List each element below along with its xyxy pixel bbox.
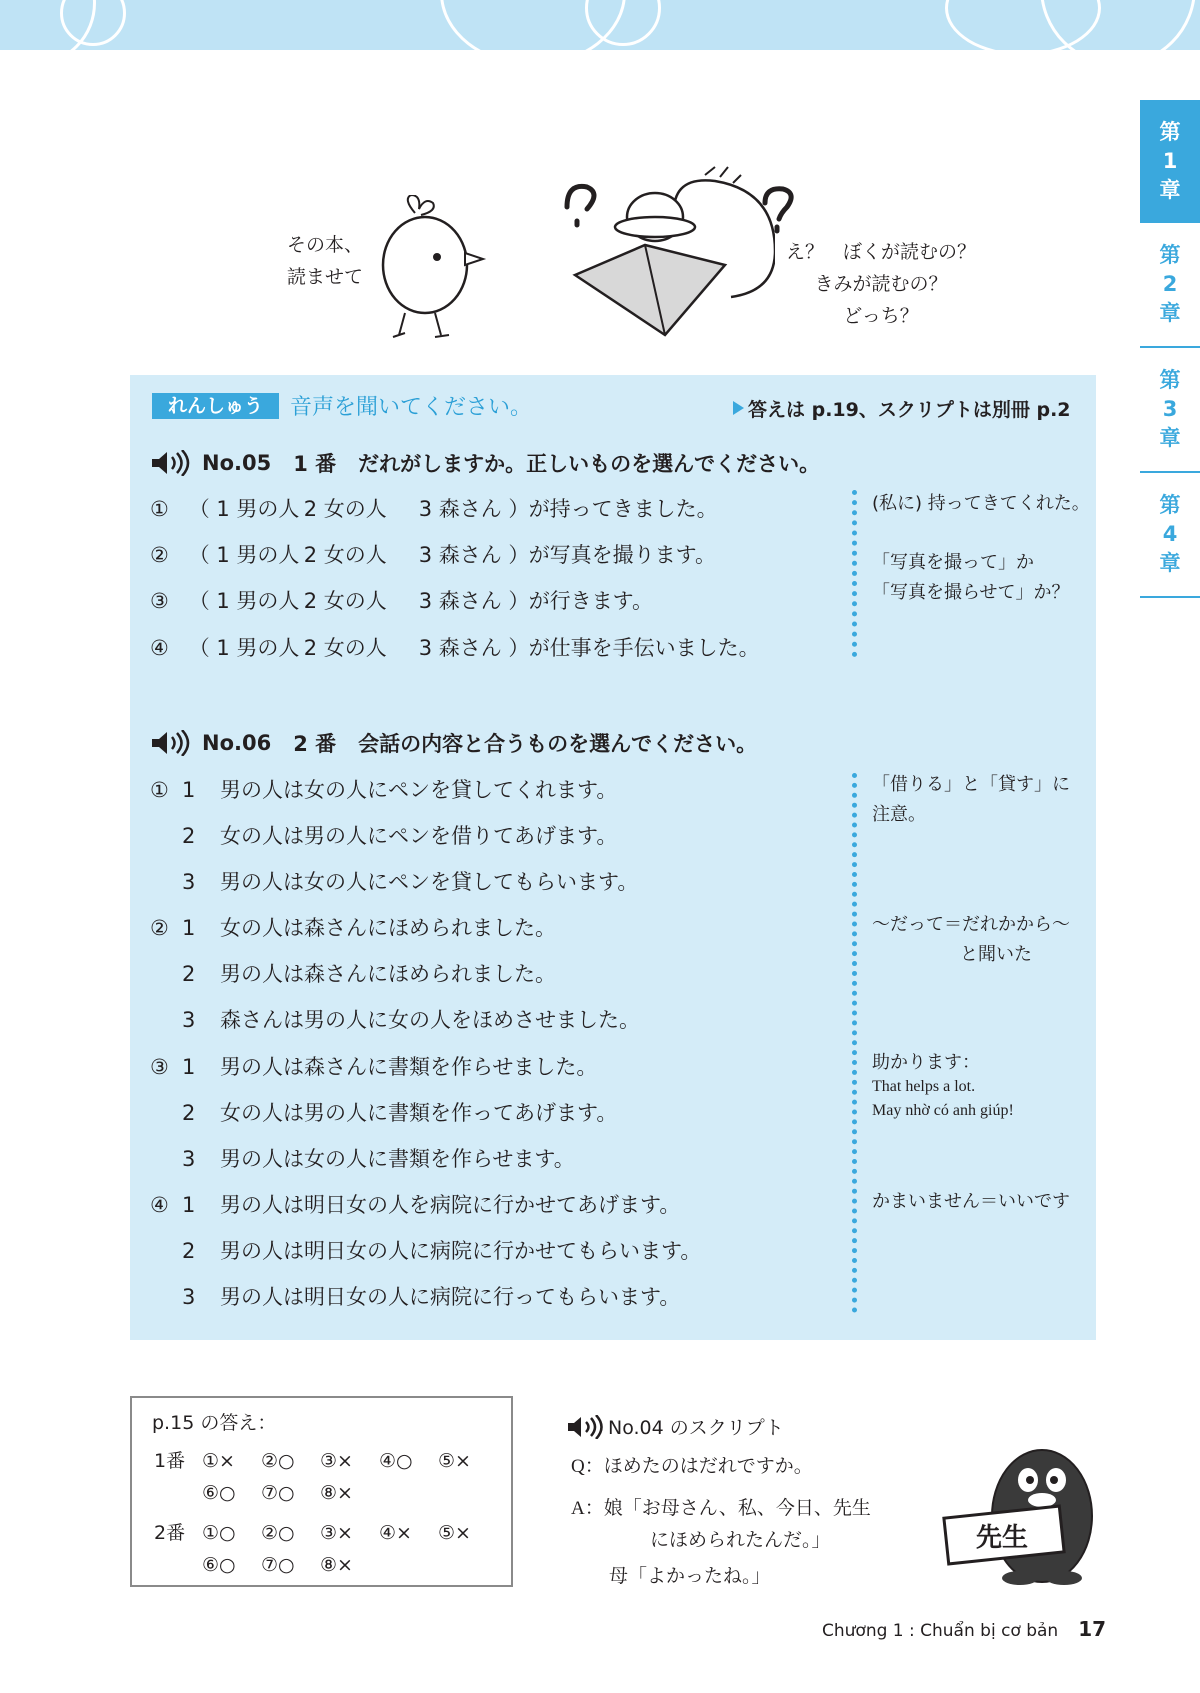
sentence-end: が行きます。 bbox=[528, 589, 654, 613]
tab-number: 4 bbox=[1162, 522, 1178, 546]
q2-item[interactable] bbox=[150, 1281, 680, 1311]
option[interactable]: 2 女の人 bbox=[303, 497, 387, 521]
q2-item[interactable] bbox=[150, 1004, 640, 1034]
option[interactable]: 2 女の人 bbox=[303, 543, 387, 567]
item-number: ① bbox=[150, 778, 169, 802]
answers-row bbox=[154, 1554, 379, 1576]
answer: ⑤× bbox=[438, 1522, 471, 1544]
choice-number: 3 bbox=[182, 1147, 196, 1171]
item-number: ① bbox=[150, 497, 169, 521]
item-number: ② bbox=[150, 543, 169, 567]
q2-item[interactable] bbox=[150, 1143, 575, 1173]
speaker-icon[interactable] bbox=[150, 450, 194, 476]
tab-label: 章 bbox=[1159, 178, 1181, 202]
q2-item[interactable] bbox=[150, 1051, 597, 1081]
item-number: ③ bbox=[150, 589, 169, 613]
option[interactable]: （ 1 男の人 bbox=[188, 589, 300, 613]
answer: ⑧× bbox=[320, 1482, 353, 1504]
answer: ②○ bbox=[261, 1450, 295, 1472]
speaker-icon[interactable] bbox=[150, 730, 194, 756]
tab-number: 3 bbox=[1162, 397, 1178, 421]
question-text: だれがしますか。正しいものを選んでください。 bbox=[358, 452, 821, 476]
option[interactable]: 3 森さん ） bbox=[418, 543, 530, 567]
tab-chapter-1[interactable] bbox=[1140, 100, 1200, 223]
speech-line: 読ませて bbox=[287, 266, 364, 288]
choice-text: 男の人は明日女の人に病院に行かせてもらいます。 bbox=[220, 1239, 702, 1263]
q2-item[interactable] bbox=[150, 1189, 680, 1219]
answers-row bbox=[154, 1446, 497, 1473]
tab-label: 第 bbox=[1159, 120, 1181, 144]
item-number: ③ bbox=[150, 1055, 169, 1079]
question-mark-icon bbox=[755, 185, 805, 235]
script-answer-line: A：娘「お母さん、私、今日、先生 bbox=[571, 1498, 871, 1519]
speech-line: その本、 bbox=[287, 234, 364, 256]
answer: ①× bbox=[202, 1450, 235, 1472]
answer: ⑤× bbox=[438, 1450, 471, 1472]
answer: ⑥○ bbox=[202, 1482, 236, 1504]
chick-illustration bbox=[365, 195, 500, 345]
q2-item[interactable] bbox=[150, 866, 638, 896]
penguin-teacher-illustration bbox=[940, 1438, 1110, 1588]
answers-label: 1番 bbox=[154, 1450, 186, 1472]
option[interactable]: 2 女の人 bbox=[303, 589, 387, 613]
q2-item[interactable] bbox=[150, 1097, 617, 1127]
tab-label: 章 bbox=[1159, 426, 1181, 450]
choice-number: 1 bbox=[182, 778, 196, 802]
q2-item[interactable] bbox=[150, 958, 556, 988]
script-block bbox=[566, 1413, 871, 1587]
answer: ③× bbox=[320, 1522, 353, 1544]
speaker-icon[interactable] bbox=[566, 1415, 608, 1439]
answer: ⑦○ bbox=[261, 1482, 295, 1504]
side-note: 注意。 bbox=[872, 804, 926, 825]
practice-title: 音声を聞いてください。 bbox=[290, 395, 533, 420]
answer-reference bbox=[733, 395, 1071, 422]
chick-speech bbox=[287, 229, 363, 293]
answer: ⑦○ bbox=[261, 1554, 295, 1576]
choice-number: 2 bbox=[182, 1239, 196, 1263]
dotted-divider bbox=[852, 490, 857, 657]
choice-number: 1 bbox=[182, 1193, 196, 1217]
option[interactable]: 3 森さん ） bbox=[418, 497, 530, 521]
sentence-end: が写真を撮ります。 bbox=[528, 543, 717, 567]
choice-text: 男の人は女の人に書類を作らせます。 bbox=[220, 1147, 575, 1171]
track-number: No.05 bbox=[202, 451, 272, 475]
chapter-tabs bbox=[1140, 100, 1200, 598]
side-note-vietnamese: May nhờ có anh giúp! bbox=[872, 1102, 1014, 1119]
answers-title: p.15 の答え： bbox=[152, 1412, 277, 1434]
choice-number: 2 bbox=[182, 824, 196, 848]
answers-row bbox=[154, 1518, 497, 1545]
item-number: ④ bbox=[150, 636, 169, 660]
choice-text: 男の人は森さんにほめられました。 bbox=[220, 962, 556, 986]
question-number: 2 番 bbox=[293, 732, 337, 756]
tab-label: 第 bbox=[1159, 243, 1181, 267]
question-number: 1 番 bbox=[293, 452, 337, 476]
choice-text: 男の人は森さんに書類を作らせました。 bbox=[220, 1055, 598, 1079]
q2-item[interactable] bbox=[150, 912, 556, 942]
page-number: 17 bbox=[1078, 1617, 1107, 1641]
q2-item[interactable] bbox=[150, 820, 617, 850]
choice-text: 森さんは男の人に女の人をほめさせました。 bbox=[220, 1008, 640, 1032]
choice-text: 男の人は女の人にペンを貸してくれます。 bbox=[220, 778, 618, 802]
choice-number: 2 bbox=[182, 1101, 196, 1125]
tab-chapter-4[interactable] bbox=[1140, 473, 1200, 598]
choice-number: 3 bbox=[182, 1008, 196, 1032]
question-text: 会話の内容と合うものを選んでください。 bbox=[358, 732, 758, 756]
choice-text: 女の人は森さんにほめられました。 bbox=[220, 916, 556, 940]
script-answer-line: にほめられたんだ。」 bbox=[650, 1530, 831, 1551]
q1-row-2 bbox=[150, 539, 716, 569]
side-note: 助かります： bbox=[872, 1052, 980, 1073]
answer: ①○ bbox=[202, 1522, 236, 1544]
choice-text: 男の人は女の人にペンを貸してもらいます。 bbox=[220, 870, 639, 894]
q2-item[interactable] bbox=[150, 774, 617, 804]
answer: ②○ bbox=[261, 1522, 295, 1544]
option[interactable]: （ 1 男の人 bbox=[188, 543, 300, 567]
side-note-english: That helps a lot. bbox=[872, 1078, 976, 1095]
side-note: 「写真を撮って」か bbox=[872, 552, 1034, 573]
tab-label: 第 bbox=[1159, 368, 1181, 392]
script-answer-line: 母「よかったね。」 bbox=[609, 1566, 771, 1587]
bird-speech bbox=[786, 236, 976, 332]
answer: ④○ bbox=[379, 1450, 413, 1472]
choice-number: 3 bbox=[182, 1285, 196, 1309]
q1-row-3 bbox=[150, 585, 653, 615]
tab-number: 1 bbox=[1162, 149, 1178, 173]
tab-label: 章 bbox=[1159, 551, 1181, 575]
tab-chapter-2[interactable] bbox=[1140, 223, 1200, 348]
side-note: ～だって＝だれかから～ bbox=[872, 914, 1070, 935]
track-number: No.06 bbox=[202, 731, 272, 755]
choice-text: 女の人は男の人に書類を作ってあげます。 bbox=[220, 1101, 618, 1125]
choice-number: 1 bbox=[182, 916, 196, 940]
side-note: (私に) 持ってきてくれた。 bbox=[872, 493, 1090, 514]
answers-row bbox=[154, 1482, 379, 1504]
tab-label: 章 bbox=[1159, 301, 1181, 325]
tab-chapter-3[interactable] bbox=[1140, 348, 1200, 473]
reference-text: 答えは p.19、スクリプトは別冊 p.2 bbox=[748, 399, 1071, 421]
page-footer bbox=[822, 1617, 1106, 1641]
option[interactable]: （ 1 男の人 bbox=[188, 636, 300, 660]
answer: ⑥○ bbox=[202, 1554, 236, 1576]
side-note: 「写真を撮らせて」か？ bbox=[872, 582, 1070, 603]
practice-badge: れんしゅう bbox=[152, 393, 279, 419]
footer-chapter: Chương 1 : Chuẩn bị cơ bản bbox=[822, 1621, 1059, 1641]
option[interactable]: （ 1 男の人 bbox=[188, 497, 300, 521]
option[interactable]: 3 森さん ） bbox=[418, 636, 530, 660]
q1-row-4 bbox=[150, 632, 760, 662]
speech-line: どっち？ bbox=[843, 305, 919, 327]
answer: ⑧× bbox=[320, 1554, 353, 1576]
script-title: No.04 のスクリプト bbox=[608, 1417, 784, 1439]
sentence-end: が仕事を手伝いました。 bbox=[528, 636, 760, 660]
side-note: 「借りる」と「貸す」に bbox=[872, 774, 1070, 795]
choice-text: 男の人は明日女の人を病院に行かせてあげます。 bbox=[220, 1193, 681, 1217]
choice-number: 2 bbox=[182, 962, 196, 986]
item-number: ② bbox=[150, 916, 169, 940]
speech-line: え？ ぼくが読むの？ bbox=[786, 241, 977, 263]
side-note: と聞いた bbox=[960, 944, 1032, 965]
choice-number: 1 bbox=[182, 1055, 196, 1079]
choice-text: 女の人は男の人にペンを借りてあげます。 bbox=[220, 824, 618, 848]
side-note: かまいません＝いいです bbox=[872, 1191, 1070, 1212]
dotted-divider bbox=[852, 773, 857, 1313]
option[interactable]: 2 女の人 bbox=[303, 636, 387, 660]
q1-row-1 bbox=[150, 493, 718, 523]
item-number: ④ bbox=[150, 1193, 169, 1217]
answers-label: 2番 bbox=[154, 1522, 186, 1544]
question-1-header bbox=[150, 448, 820, 478]
script-question: Q：ほめたのはだれですか。 bbox=[571, 1456, 813, 1477]
answer: ③× bbox=[320, 1450, 353, 1472]
bird-reading-illustration bbox=[555, 165, 775, 345]
speech-line: きみが読むの？ bbox=[814, 273, 948, 295]
choice-text: 男の人は明日女の人に病院に行ってもらいます。 bbox=[220, 1285, 681, 1309]
previous-answers-box bbox=[130, 1396, 513, 1587]
script-header bbox=[566, 1413, 784, 1440]
triangle-icon bbox=[733, 401, 744, 415]
tab-label: 第 bbox=[1159, 493, 1181, 517]
sentence-end: が持ってきました。 bbox=[528, 497, 718, 521]
sign-text: 先生 bbox=[975, 1523, 1029, 1553]
header-band bbox=[0, 0, 1200, 50]
tab-number: 2 bbox=[1162, 272, 1178, 296]
question-2-header bbox=[150, 728, 757, 758]
choice-number: 3 bbox=[182, 870, 196, 894]
q2-item[interactable] bbox=[150, 1235, 701, 1265]
answer: ④× bbox=[379, 1522, 412, 1544]
option[interactable]: 3 森さん ） bbox=[418, 589, 530, 613]
